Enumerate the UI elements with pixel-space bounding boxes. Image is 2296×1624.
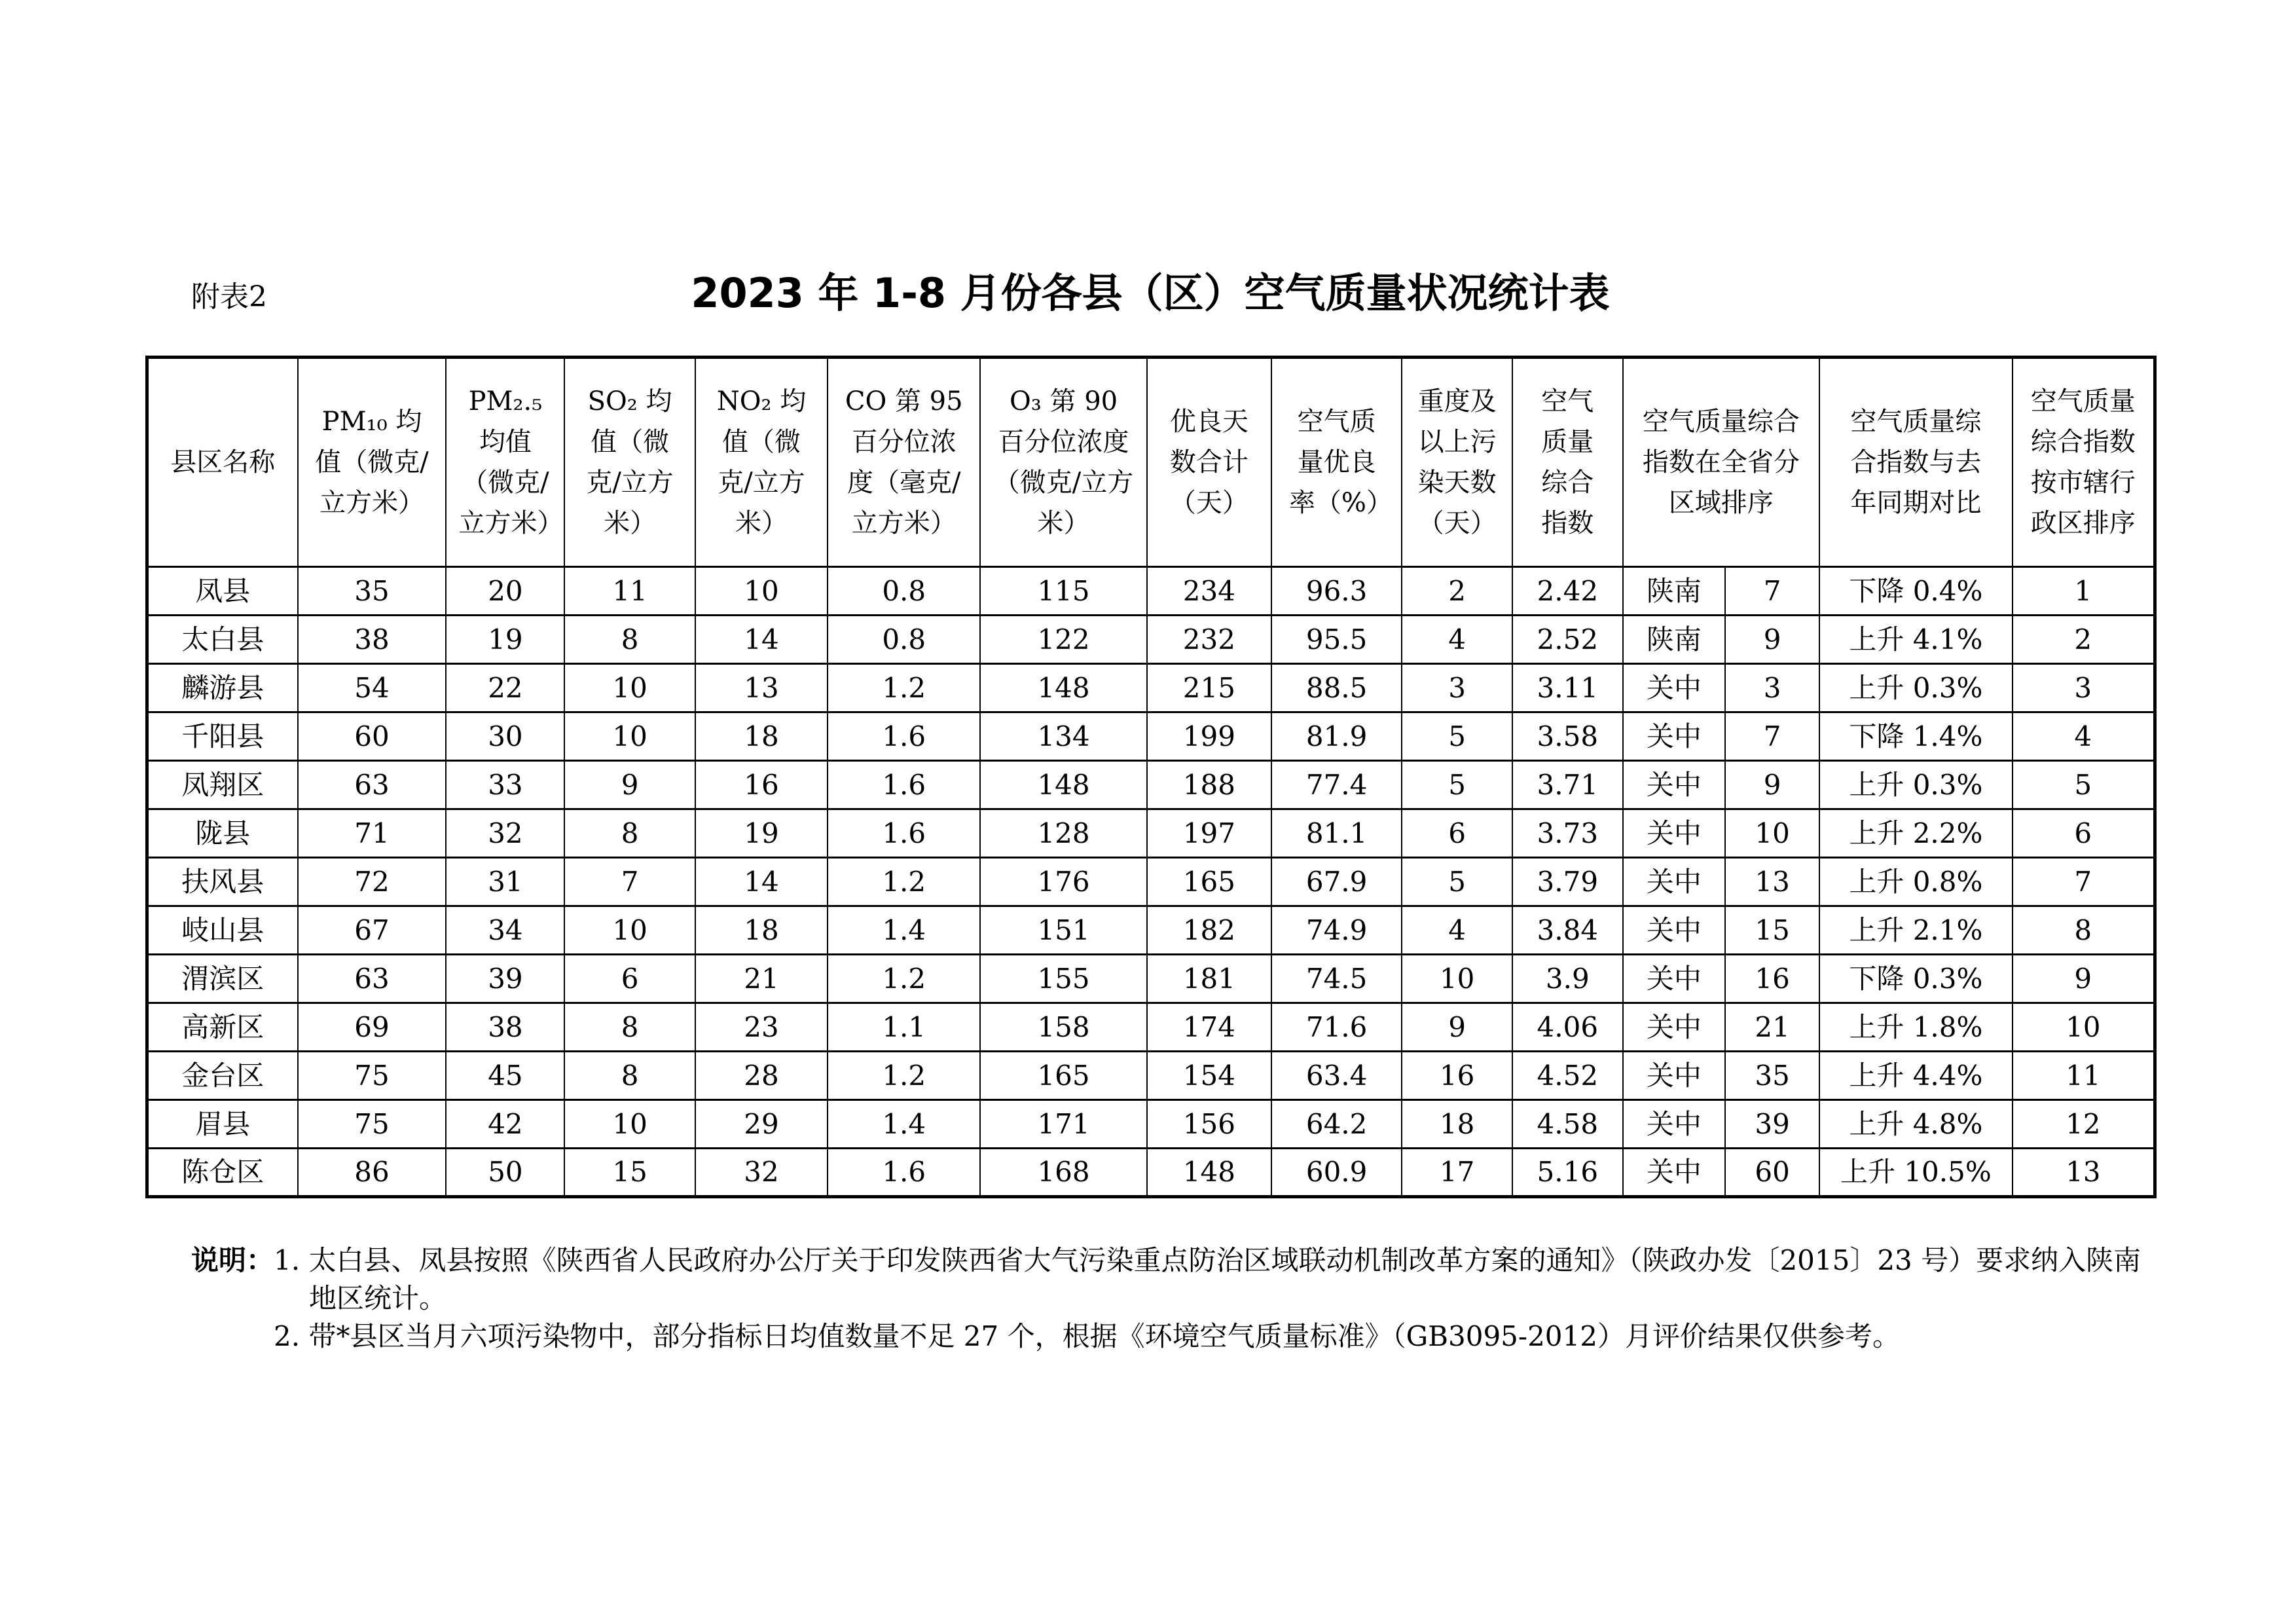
table-row <box>147 616 2155 664</box>
aqi-composite-cell: 4.52 <box>1512 1052 1623 1100</box>
pm25-cell: 30 <box>446 712 564 761</box>
county-name-cell: 凤翔区 <box>147 761 298 809</box>
severe-days-cell: 4 <box>1402 616 1512 664</box>
region-cell: 陕南 <box>1623 567 1725 616</box>
table-row <box>147 809 2155 858</box>
good-days-cell: 197 <box>1147 809 1271 858</box>
no2-cell: 21 <box>695 955 828 1003</box>
so2-cell: 10 <box>564 712 695 761</box>
region-rank-cell: 60 <box>1725 1149 1819 1197</box>
yoy-compare-cell: 下降 1.4% <box>1819 712 2012 761</box>
yoy-compare-cell: 下降 0.3% <box>1819 955 2012 1003</box>
yoy-compare-cell: 上升 4.8% <box>1819 1100 2012 1149</box>
pm25-cell: 19 <box>446 616 564 664</box>
city-rank-cell: 2 <box>2013 616 2155 664</box>
co-p95-cell: 1.4 <box>828 1100 980 1149</box>
pm10-cell: 63 <box>298 761 446 809</box>
co-p95-cell: 1.6 <box>828 712 980 761</box>
good-rate-cell: 77.4 <box>1271 761 1402 809</box>
city-rank-cell: 8 <box>2013 906 2155 955</box>
o3-p90-cell: 165 <box>980 1052 1147 1100</box>
region-rank-cell: 9 <box>1725 616 1819 664</box>
aqi-composite-cell: 3.79 <box>1512 858 1623 906</box>
pm25-cell: 50 <box>446 1149 564 1197</box>
region-rank-cell: 39 <box>1725 1100 1819 1149</box>
pm10-cell: 60 <box>298 712 446 761</box>
o3-p90-cell: 122 <box>980 616 1147 664</box>
so2-cell: 8 <box>564 1052 695 1100</box>
city-rank-cell: 12 <box>2013 1100 2155 1149</box>
co-p95-cell: 1.4 <box>828 906 980 955</box>
good-days-cell: 165 <box>1147 858 1271 906</box>
table-row <box>147 567 2155 616</box>
pm25-cell: 22 <box>446 664 564 712</box>
no2-cell: 19 <box>695 809 828 858</box>
aqi-composite-cell: 3.73 <box>1512 809 1623 858</box>
pm25-cell: 34 <box>446 906 564 955</box>
county-name-cell: 麟游县 <box>147 664 298 712</box>
severe-days-cell: 17 <box>1402 1149 1512 1197</box>
pm10-cell: 75 <box>298 1100 446 1149</box>
good-days-cell: 156 <box>1147 1100 1271 1149</box>
table-row <box>147 1003 2155 1052</box>
so2-cell: 8 <box>564 616 695 664</box>
table-row <box>147 858 2155 906</box>
region-cell: 关中 <box>1623 906 1725 955</box>
so2-cell: 10 <box>564 906 695 955</box>
severe-days-cell: 5 <box>1402 761 1512 809</box>
county-name-cell: 凤县 <box>147 567 298 616</box>
good-days-cell: 215 <box>1147 664 1271 712</box>
aqi-composite-cell: 3.71 <box>1512 761 1623 809</box>
pm10-cell: 72 <box>298 858 446 906</box>
yoy-compare-cell: 上升 0.3% <box>1819 761 2012 809</box>
good-rate-cell: 81.1 <box>1271 809 1402 858</box>
header-good-days: 优良天数合计（天） <box>1147 358 1271 567</box>
region-rank-cell: 3 <box>1725 664 1819 712</box>
county-name-cell: 扶风县 <box>147 858 298 906</box>
co-p95-cell: 1.2 <box>828 858 980 906</box>
co-p95-cell: 1.1 <box>828 1003 980 1052</box>
o3-p90-cell: 155 <box>980 955 1147 1003</box>
county-name-cell: 太白县 <box>147 616 298 664</box>
county-name-cell: 千阳县 <box>147 712 298 761</box>
annex-label: 附表2 <box>191 280 267 314</box>
severe-days-cell: 5 <box>1402 712 1512 761</box>
header-o3-p90: O₃ 第 90 百分位浓度（微克/立方米） <box>980 358 1147 567</box>
yoy-compare-cell: 上升 4.4% <box>1819 1052 2012 1100</box>
yoy-compare-cell: 上升 4.1% <box>1819 616 2012 664</box>
o3-p90-cell: 176 <box>980 858 1147 906</box>
yoy-compare-cell: 上升 10.5% <box>1819 1149 2012 1197</box>
aqi-composite-cell: 3.84 <box>1512 906 1623 955</box>
region-rank-cell: 15 <box>1725 906 1819 955</box>
co-p95-cell: 1.2 <box>828 1052 980 1100</box>
severe-days-cell: 5 <box>1402 858 1512 906</box>
region-cell: 关中 <box>1623 809 1725 858</box>
table-row <box>147 955 2155 1003</box>
notes-label: 说明： <box>191 1244 274 1276</box>
co-p95-cell: 1.2 <box>828 955 980 1003</box>
good-rate-cell: 88.5 <box>1271 664 1402 712</box>
good-days-cell: 181 <box>1147 955 1271 1003</box>
county-name-cell: 陇县 <box>147 809 298 858</box>
page-title: 2023 年 1-8 月份各县（区）空气质量状况统计表 <box>691 269 1610 317</box>
o3-p90-cell: 168 <box>980 1149 1147 1197</box>
co-p95-cell: 1.2 <box>828 664 980 712</box>
good-days-cell: 154 <box>1147 1052 1271 1100</box>
region-rank-cell: 7 <box>1725 712 1819 761</box>
severe-days-cell: 6 <box>1402 809 1512 858</box>
header-aqi-region-rank: 空气质量综合指数在全省分区域排序 <box>1623 358 1820 567</box>
county-name-cell: 渭滨区 <box>147 955 298 1003</box>
aqi-composite-cell: 3.9 <box>1512 955 1623 1003</box>
header-pm10: PM₁₀ 均值（微克/立方米） <box>298 358 446 567</box>
o3-p90-cell: 148 <box>980 761 1147 809</box>
good-days-cell: 174 <box>1147 1003 1271 1052</box>
region-cell: 关中 <box>1623 955 1725 1003</box>
good-rate-cell: 60.9 <box>1271 1149 1402 1197</box>
region-rank-cell: 9 <box>1725 761 1819 809</box>
so2-cell: 11 <box>564 567 695 616</box>
note-item-1: 1. 太白县、凤县按照《陕西省人民政府办公厅关于印发陕西省大气污染重点防治区域联动机制改革方案的通知》（陕政办发〔2015〕23 号）要求纳入陕南地区统计。 <box>274 1244 2141 1314</box>
o3-p90-cell: 158 <box>980 1003 1147 1052</box>
pm10-cell: 35 <box>298 567 446 616</box>
severe-days-cell: 4 <box>1402 906 1512 955</box>
yoy-compare-cell: 上升 0.8% <box>1819 858 2012 906</box>
o3-p90-cell: 128 <box>980 809 1147 858</box>
table-row <box>147 1149 2155 1197</box>
good-days-cell: 234 <box>1147 567 1271 616</box>
aqi-composite-cell: 2.52 <box>1512 616 1623 664</box>
good-rate-cell: 74.9 <box>1271 906 1402 955</box>
county-name-cell: 金台区 <box>147 1052 298 1100</box>
header-good-rate: 空气质量优良率（%） <box>1271 358 1402 567</box>
o3-p90-cell: 115 <box>980 567 1147 616</box>
yoy-compare-cell: 上升 0.3% <box>1819 664 2012 712</box>
good-rate-cell: 74.5 <box>1271 955 1402 1003</box>
so2-cell: 15 <box>564 1149 695 1197</box>
header-pm25: PM₂.₅ 均值（微克/立方米） <box>446 358 564 567</box>
header-row <box>147 358 2155 567</box>
region-cell: 关中 <box>1623 1149 1725 1197</box>
county-name-cell: 高新区 <box>147 1003 298 1052</box>
table-header <box>147 358 2155 567</box>
aqi-composite-cell: 5.16 <box>1512 1149 1623 1197</box>
table-row <box>147 1100 2155 1149</box>
pm25-cell: 31 <box>446 858 564 906</box>
city-rank-cell: 3 <box>2013 664 2155 712</box>
region-rank-cell: 13 <box>1725 858 1819 906</box>
no2-cell: 10 <box>695 567 828 616</box>
county-name-cell: 陈仓区 <box>147 1149 298 1197</box>
region-rank-cell: 7 <box>1725 567 1819 616</box>
o3-p90-cell: 171 <box>980 1100 1147 1149</box>
region-rank-cell: 35 <box>1725 1052 1819 1100</box>
aqi-composite-cell: 4.06 <box>1512 1003 1623 1052</box>
pm25-cell: 32 <box>446 809 564 858</box>
severe-days-cell: 3 <box>1402 664 1512 712</box>
region-cell: 关中 <box>1623 664 1725 712</box>
no2-cell: 14 <box>695 616 828 664</box>
region-cell: 关中 <box>1623 1100 1725 1149</box>
co-p95-cell: 0.8 <box>828 567 980 616</box>
o3-p90-cell: 148 <box>980 664 1147 712</box>
header-aqi-yoy-compare: 空气质量综合指数与去年同期对比 <box>1819 358 2012 567</box>
so2-cell: 6 <box>564 955 695 1003</box>
city-rank-cell: 6 <box>2013 809 2155 858</box>
note-item-2: 2. 带*县区当月六项污染物中，部分指标日均值数量不足 27 个，根据《环境空气质量标准》（GB3095-2012）月评价结果仅供参考。 <box>274 1320 1900 1352</box>
pm10-cell: 38 <box>298 616 446 664</box>
no2-cell: 16 <box>695 761 828 809</box>
co-p95-cell: 1.6 <box>828 761 980 809</box>
good-rate-cell: 67.9 <box>1271 858 1402 906</box>
good-rate-cell: 96.3 <box>1271 567 1402 616</box>
good-rate-cell: 95.5 <box>1271 616 1402 664</box>
good-days-cell: 188 <box>1147 761 1271 809</box>
region-cell: 关中 <box>1623 712 1725 761</box>
good-rate-cell: 71.6 <box>1271 1003 1402 1052</box>
region-cell: 关中 <box>1623 1052 1725 1100</box>
severe-days-cell: 2 <box>1402 567 1512 616</box>
aqi-composite-cell: 4.58 <box>1512 1100 1623 1149</box>
no2-cell: 14 <box>695 858 828 906</box>
pm10-cell: 75 <box>298 1052 446 1100</box>
so2-cell: 7 <box>564 858 695 906</box>
so2-cell: 10 <box>564 664 695 712</box>
header-aqi-city-rank: 空气质量综合指数按市辖行政区排序 <box>2013 358 2155 567</box>
header-severe-days: 重度及以上污染天数（天） <box>1402 358 1512 567</box>
good-days-cell: 182 <box>1147 906 1271 955</box>
pm25-cell: 42 <box>446 1100 564 1149</box>
region-cell: 关中 <box>1623 1003 1725 1052</box>
city-rank-cell: 9 <box>2013 955 2155 1003</box>
pm10-cell: 63 <box>298 955 446 1003</box>
county-name-cell: 眉县 <box>147 1100 298 1149</box>
no2-cell: 29 <box>695 1100 828 1149</box>
good-days-cell: 232 <box>1147 616 1271 664</box>
so2-cell: 8 <box>564 809 695 858</box>
good-days-cell: 148 <box>1147 1149 1271 1197</box>
region-rank-cell: 10 <box>1725 809 1819 858</box>
pm25-cell: 45 <box>446 1052 564 1100</box>
header-no2: NO₂ 均值（微克/立方米） <box>695 358 828 567</box>
header-so2: SO₂ 均值（微克/立方米） <box>564 358 695 567</box>
table-row <box>147 906 2155 955</box>
pm25-cell: 38 <box>446 1003 564 1052</box>
yoy-compare-cell: 上升 1.8% <box>1819 1003 2012 1052</box>
air-quality-table <box>145 356 2157 1198</box>
good-days-cell: 199 <box>1147 712 1271 761</box>
pm25-cell: 33 <box>446 761 564 809</box>
so2-cell: 9 <box>564 761 695 809</box>
region-rank-cell: 16 <box>1725 955 1819 1003</box>
yoy-compare-cell: 下降 0.4% <box>1819 567 2012 616</box>
aqi-composite-cell: 3.58 <box>1512 712 1623 761</box>
region-cell: 关中 <box>1623 761 1725 809</box>
so2-cell: 8 <box>564 1003 695 1052</box>
table-body <box>147 567 2155 1197</box>
notes-items <box>274 1242 2165 1356</box>
region-cell: 陕南 <box>1623 616 1725 664</box>
no2-cell: 18 <box>695 712 828 761</box>
o3-p90-cell: 134 <box>980 712 1147 761</box>
o3-p90-cell: 151 <box>980 906 1147 955</box>
city-rank-cell: 13 <box>2013 1149 2155 1197</box>
region-cell: 关中 <box>1623 858 1725 906</box>
header-aqi-composite: 空气质量综合指数 <box>1512 358 1623 567</box>
co-p95-cell: 1.6 <box>828 809 980 858</box>
city-rank-cell: 4 <box>2013 712 2155 761</box>
good-rate-cell: 63.4 <box>1271 1052 1402 1100</box>
good-rate-cell: 81.9 <box>1271 712 1402 761</box>
pm25-cell: 20 <box>446 567 564 616</box>
header-county-name: 县区名称 <box>147 358 298 567</box>
notes <box>191 1242 2165 1356</box>
no2-cell: 18 <box>695 906 828 955</box>
county-name-cell: 岐山县 <box>147 906 298 955</box>
city-rank-cell: 11 <box>2013 1052 2155 1100</box>
no2-cell: 23 <box>695 1003 828 1052</box>
table-row <box>147 664 2155 712</box>
no2-cell: 32 <box>695 1149 828 1197</box>
pm10-cell: 67 <box>298 906 446 955</box>
table-row <box>147 712 2155 761</box>
no2-cell: 13 <box>695 664 828 712</box>
severe-days-cell: 9 <box>1402 1003 1512 1052</box>
severe-days-cell: 10 <box>1402 955 1512 1003</box>
no2-cell: 28 <box>695 1052 828 1100</box>
pm10-cell: 54 <box>298 664 446 712</box>
co-p95-cell: 1.6 <box>828 1149 980 1197</box>
city-rank-cell: 1 <box>2013 567 2155 616</box>
co-p95-cell: 0.8 <box>828 616 980 664</box>
city-rank-cell: 7 <box>2013 858 2155 906</box>
pm10-cell: 69 <box>298 1003 446 1052</box>
yoy-compare-cell: 上升 2.1% <box>1819 906 2012 955</box>
good-rate-cell: 64.2 <box>1271 1100 1402 1149</box>
table-row <box>147 1052 2155 1100</box>
aqi-composite-cell: 3.11 <box>1512 664 1623 712</box>
region-rank-cell: 21 <box>1725 1003 1819 1052</box>
pm10-cell: 86 <box>298 1149 446 1197</box>
yoy-compare-cell: 上升 2.2% <box>1819 809 2012 858</box>
pm25-cell: 39 <box>446 955 564 1003</box>
severe-days-cell: 18 <box>1402 1100 1512 1149</box>
so2-cell: 10 <box>564 1100 695 1149</box>
table-row <box>147 761 2155 809</box>
city-rank-cell: 5 <box>2013 761 2155 809</box>
severe-days-cell: 16 <box>1402 1052 1512 1100</box>
header-co-p95: CO 第 95 百分位浓度（毫克/立方米） <box>828 358 980 567</box>
pm10-cell: 71 <box>298 809 446 858</box>
city-rank-cell: 10 <box>2013 1003 2155 1052</box>
aqi-composite-cell: 2.42 <box>1512 567 1623 616</box>
